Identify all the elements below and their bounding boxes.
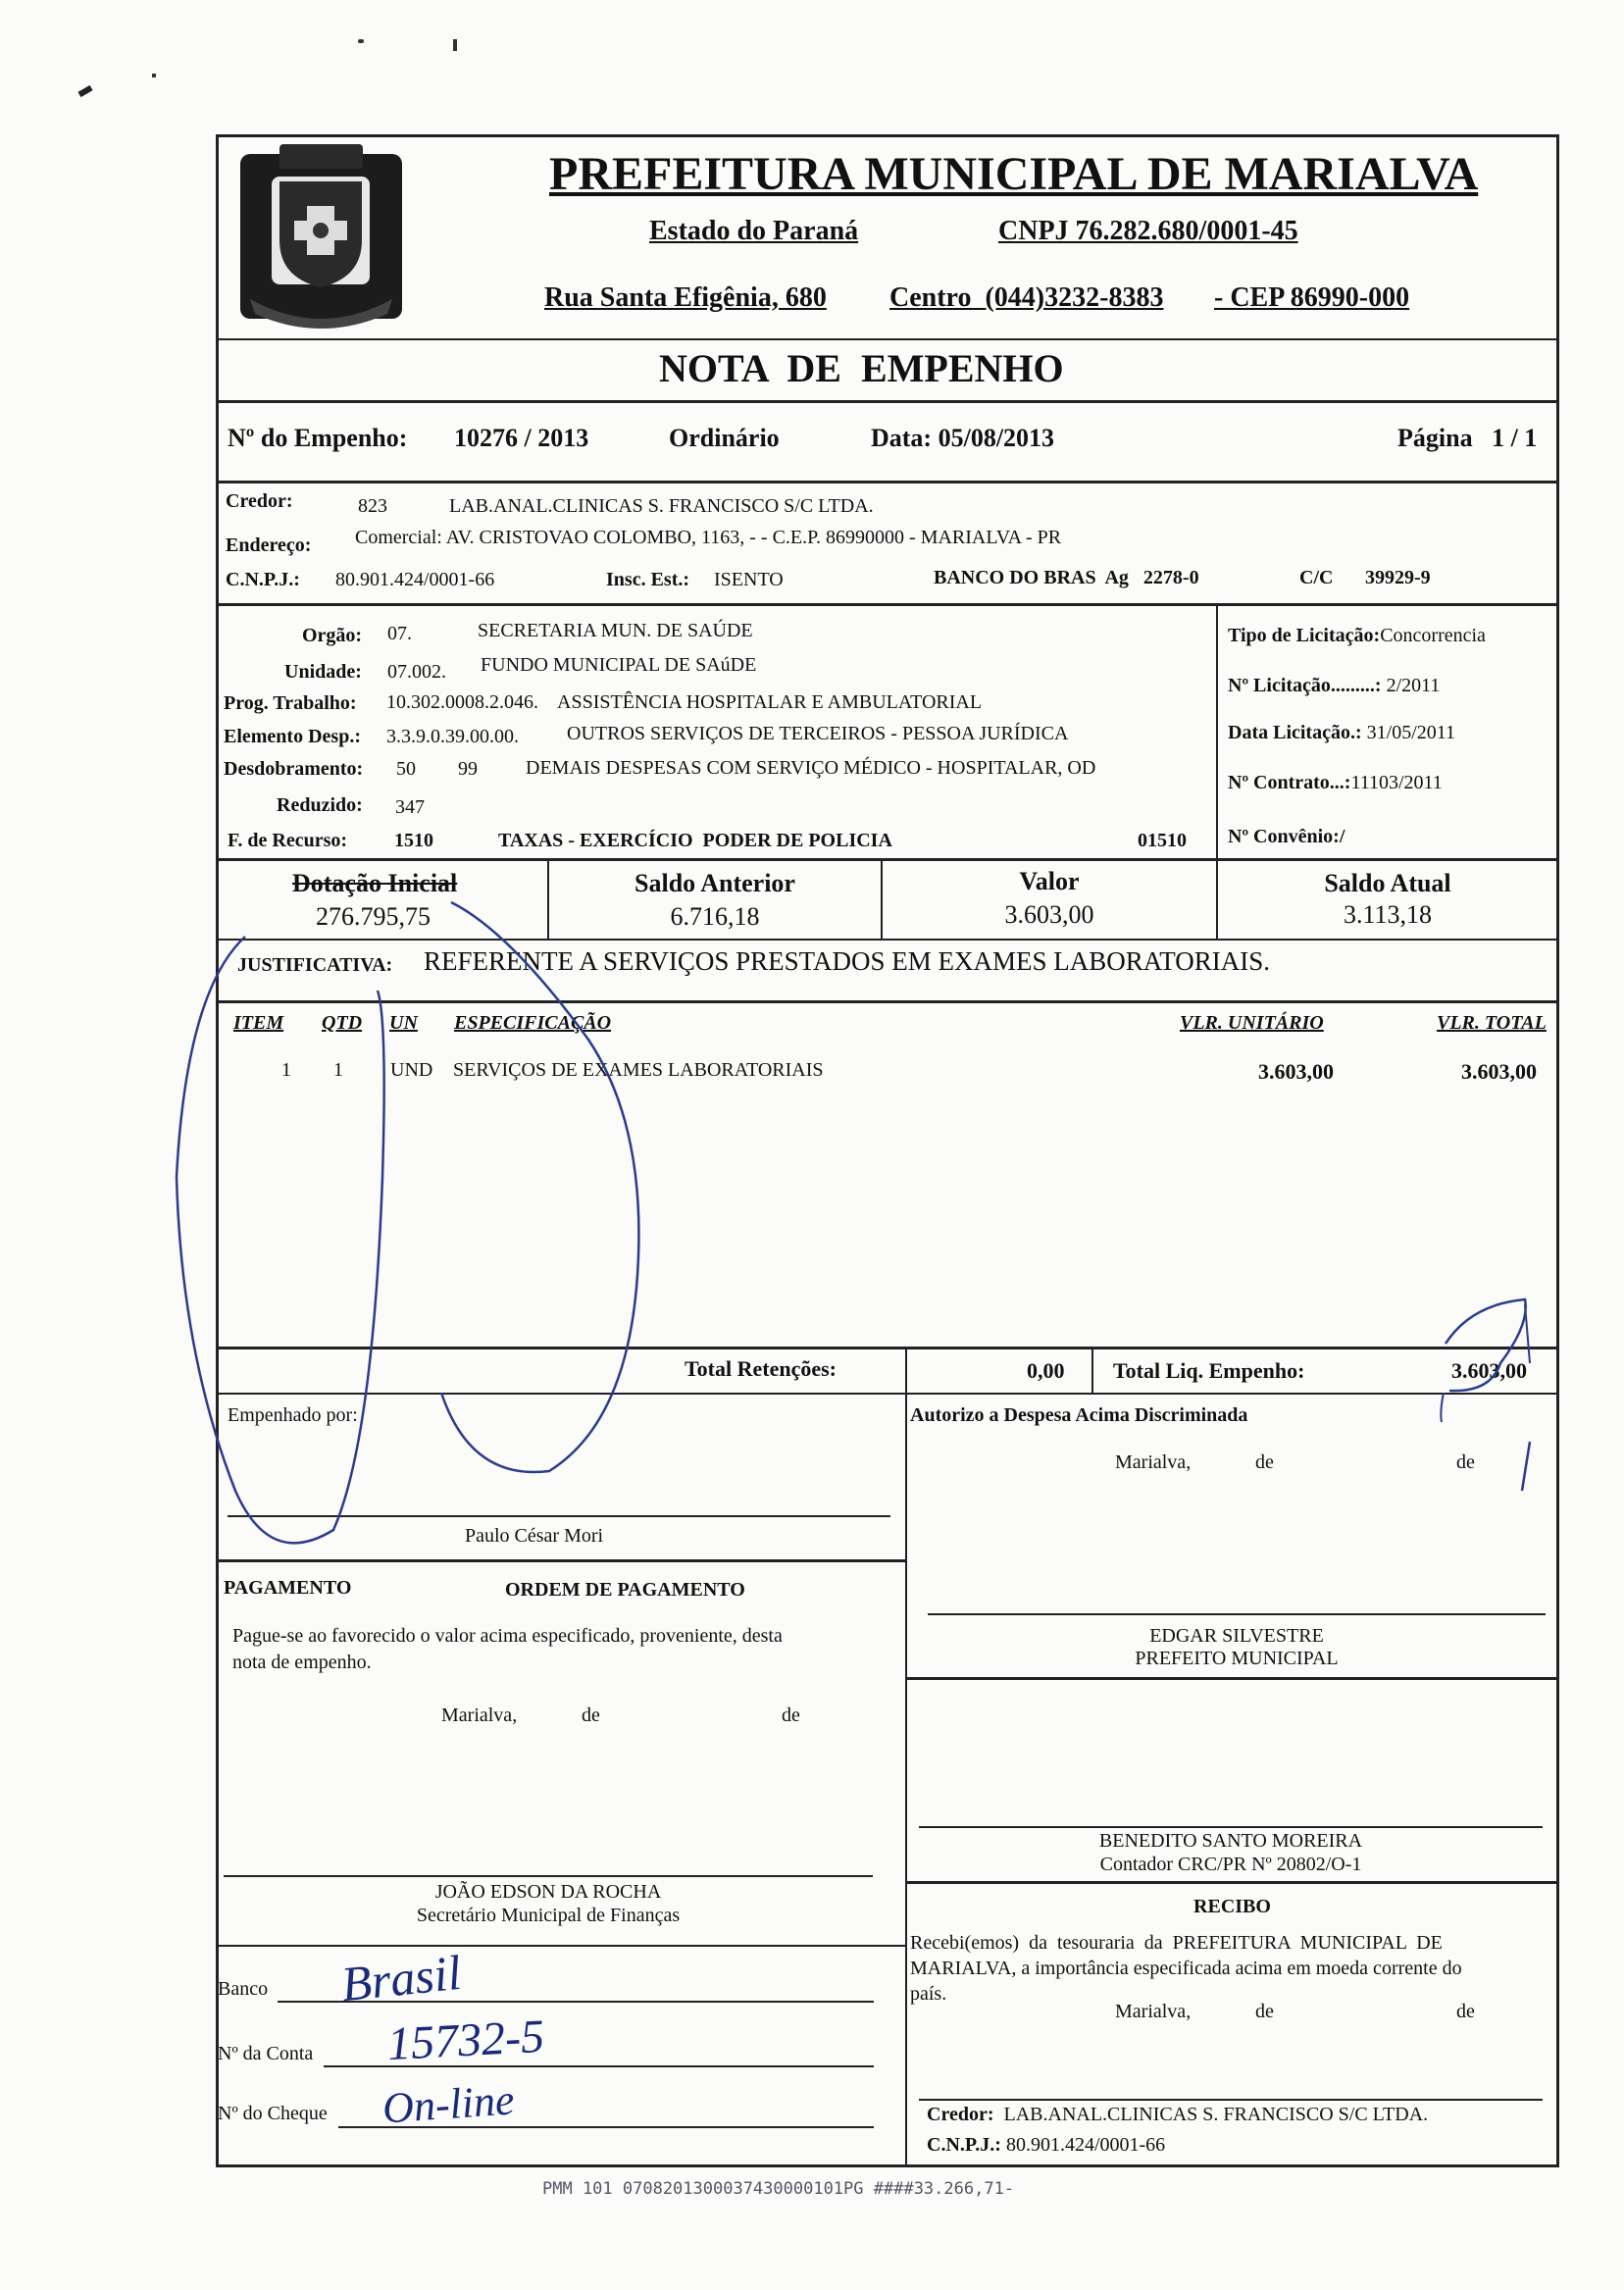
pagamento-text-line2: nota de empenho. [232, 1652, 372, 1673]
item-number: 1 [281, 1059, 291, 1081]
document-title: NOTA DE EMPENHO [659, 346, 1064, 390]
insc-value: ISENTO [714, 569, 784, 590]
total-liquido-value: 3.603,00 [1451, 1358, 1527, 1383]
saldo-anterior-label: Saldo Anterior [634, 869, 795, 897]
col-header-vlr-total: VLR. TOTAL [1437, 1012, 1547, 1034]
saldo-anterior-value: 6.716,18 [670, 902, 760, 931]
cnpj-label: C.N.P.J.: [226, 569, 300, 590]
item-unit-value: 3.603,00 [1258, 1059, 1334, 1084]
item-total-value: 3.603,00 [1461, 1059, 1537, 1084]
justificativa-label: JUSTIFICATIVA: [237, 954, 393, 976]
cheque-handwritten: On-line [381, 2075, 516, 2133]
empenho-number: 10276 / 2013 [454, 424, 589, 452]
pagamento-text-line1: Pague-se ao favorecido o valor acima especificado, proveniente, desta [232, 1625, 783, 1647]
insc-label: Insc. Est.: [606, 569, 690, 590]
recurso-name: TAXAS - EXERCÍCIO PODER DE POLICIA [498, 830, 892, 851]
elemento-label: Elemento Desp.: [224, 726, 361, 747]
desdobramento-code2: 99 [458, 758, 478, 780]
saldo-atual-value: 3.113,18 [1343, 900, 1433, 929]
item-un: UND [390, 1059, 433, 1081]
recurso-code2: 01510 [1138, 830, 1187, 851]
mayor-name: EDGAR SILVESTRE [1149, 1625, 1324, 1647]
recibo-de2: de [1456, 2001, 1475, 2022]
pagamento-label: PAGAMENTO [224, 1577, 352, 1599]
retencoes-value: 0,00 [1027, 1358, 1065, 1383]
recurso-label: F. de Recurso: [228, 830, 348, 851]
item-description: SERVIÇOS DE EXAMES LABORATORIAIS [453, 1059, 824, 1081]
convenio: Nº Convênio:/ [1228, 826, 1345, 847]
ordem-pagamento-label: ORDEM DE PAGAMENTO [505, 1579, 745, 1601]
licitacao-tipo: Tipo de Licitação:Concorrencia [1228, 625, 1486, 646]
saldo-atual-label: Saldo Atual [1324, 869, 1451, 897]
cc-value: 39929-9 [1365, 567, 1431, 588]
col-header-vlr-unitario: VLR. UNITÁRIO [1180, 1012, 1324, 1034]
autorizo-de1: de [1255, 1451, 1274, 1473]
contador-title: Contador CRC/PR Nº 20802/O-1 [1099, 1854, 1362, 1875]
unidade-name: FUNDO MUNICIPAL DE SAúDE [481, 654, 757, 676]
secretary-name: JOÃO EDSON DA ROCHA [434, 1881, 662, 1903]
conta-label: Nº da Conta [218, 2043, 314, 2064]
recibo-text-line2: MARIALVA, a importância especificada acima em moeda corrente do [910, 1958, 1462, 1979]
banco-handwritten: Brasil [338, 1944, 464, 2012]
licitacao-number: Nº Licitação.........: 2/2011 [1228, 675, 1441, 696]
reduzido-label: Reduzido: [277, 794, 363, 816]
col-header-item: ITEM [233, 1012, 284, 1034]
justificativa-text: REFERENTE A SERVIÇOS PRESTADOS EM EXAMES LABORATORIAIS. [424, 946, 1271, 976]
recibo-text-line1: Recebi(emos) da tesouraria da PREFEITURA MUNICIPAL DE [910, 1932, 1443, 1954]
valor-label: Valor [1019, 867, 1080, 895]
recibo-city: Marialva, [1115, 2001, 1192, 2022]
autorizo-city: Marialva, [1115, 1451, 1192, 1473]
dotacao-inicial-label: Dotação Inicial [292, 869, 458, 897]
desdobramento-name: DEMAIS DESPESAS COM SERVIÇO MÉDICO - HOSPITALAR, OD [526, 757, 1096, 779]
desdobramento-code: 50 [396, 758, 416, 780]
pagamento-de1: de [582, 1705, 600, 1726]
pagamento-de2: de [782, 1705, 800, 1726]
header-cep: - CEP 86990-000 [1214, 282, 1410, 313]
unidade-code: 07.002. [387, 661, 446, 683]
elemento-name: OUTROS SERVIÇOS DE TERCEIROS - PESSOA JURÍDICA [567, 723, 1069, 744]
valor-value: 3.603,00 [1004, 900, 1094, 929]
mayor-title: PREFEITO MUNICIPAL [1135, 1648, 1339, 1669]
recibo-label: RECIBO [1193, 1896, 1271, 1917]
header-street: Rua Santa Efigênia, 680 [544, 282, 827, 313]
header-district-phone: Centro (044)3232-8383 [889, 282, 1164, 313]
prog-code: 10.302.0008.2.046. [386, 691, 538, 713]
cheque-label: Nº do Cheque [218, 2103, 328, 2124]
recurso-code: 1510 [394, 830, 433, 851]
credor-cnpj: 80.901.424/0001-66 [335, 569, 495, 590]
desdobramento-label: Desdobramento: [224, 758, 364, 780]
credor-code: 823 [358, 495, 387, 517]
item-qtd: 1 [333, 1059, 343, 1081]
licitacao-date: Data Licitação.: 31/05/2011 [1228, 722, 1456, 743]
prog-label: Prog. Trabalho: [224, 692, 357, 714]
contador-name: BENEDITO SANTO MOREIRA [1098, 1830, 1363, 1852]
conta-handwritten: 15732-5 [385, 2010, 546, 2071]
bank-info: BANCO DO BRAS Ag 2278-0 [934, 567, 1199, 588]
orgao-name: SECRETARIA MUN. DE SAÚDE [478, 620, 753, 641]
contrato-number: Nº Contrato...:11103/2011 [1228, 772, 1443, 793]
header-title: PREFEITURA MUNICIPAL DE MARIALVA [549, 148, 1479, 200]
autorizo-de2: de [1456, 1451, 1475, 1473]
empenho-number-label: Nº do Empenho: [228, 424, 408, 452]
col-header-qtd: QTD [322, 1012, 363, 1034]
credor-address: Comercial: AV. CRISTOVAO COLOMBO, 1163, - - C.E.P. 86990000 - MARIALVA - PR [355, 527, 1062, 548]
credor-label: Credor: [226, 490, 293, 512]
address-label: Endereço: [226, 534, 312, 556]
empenho-type: Ordinário [669, 424, 780, 452]
recibo-credor: Credor: LAB.ANAL.CLINICAS S. FRANCISCO S/C LTDA. [927, 2104, 1429, 2125]
page-number: Página 1 / 1 [1397, 424, 1538, 452]
orgao-label: Orgão: [302, 625, 363, 646]
prog-name: ASSISTÊNCIA HOSPITALAR E AMBULATORIAL [557, 691, 983, 713]
elemento-code: 3.3.9.0.39.00.00. [386, 726, 519, 747]
pagamento-city: Marialva, [441, 1705, 518, 1726]
col-header-especificacao: ESPECIFICAÇÃO [454, 1012, 612, 1034]
empenhado-name: Paulo César Mori [465, 1525, 604, 1547]
col-header-un: UN [389, 1012, 418, 1034]
recibo-cnpj: C.N.P.J.: 80.901.424/0001-66 [927, 2134, 1166, 2156]
retencoes-label: Total Retenções: [685, 1356, 837, 1381]
orgao-code: 07. [387, 623, 412, 644]
secretary-title: Secretário Municipal de Finanças [416, 1905, 681, 1926]
banco-label: Banco [218, 1978, 269, 2000]
header-state: Estado do Paraná [649, 216, 859, 246]
recibo-text-line3: país. [910, 1983, 947, 2005]
credor-name: LAB.ANAL.CLINICAS S. FRANCISCO S/C LTDA. [449, 495, 874, 517]
unidade-label: Unidade: [284, 661, 362, 683]
recibo-de1: de [1255, 2001, 1274, 2022]
total-liquido-label: Total Liq. Empenho: [1113, 1358, 1305, 1383]
header-cnpj: CNPJ 76.282.680/0001-45 [998, 216, 1298, 246]
autorizo-label: Autorizo a Despesa Acima Discriminada [910, 1404, 1248, 1426]
cc-label: C/C [1299, 567, 1334, 588]
reduzido-value: 347 [395, 796, 425, 818]
dotacao-inicial-value: 276.795,75 [316, 902, 431, 931]
empenho-date: Data: 05/08/2013 [871, 424, 1055, 452]
footer-code: PMM 101 0708201300037430000101PG ####33.266,71- [542, 2179, 1015, 2199]
empenhado-label: Empenhado por: [228, 1404, 358, 1426]
